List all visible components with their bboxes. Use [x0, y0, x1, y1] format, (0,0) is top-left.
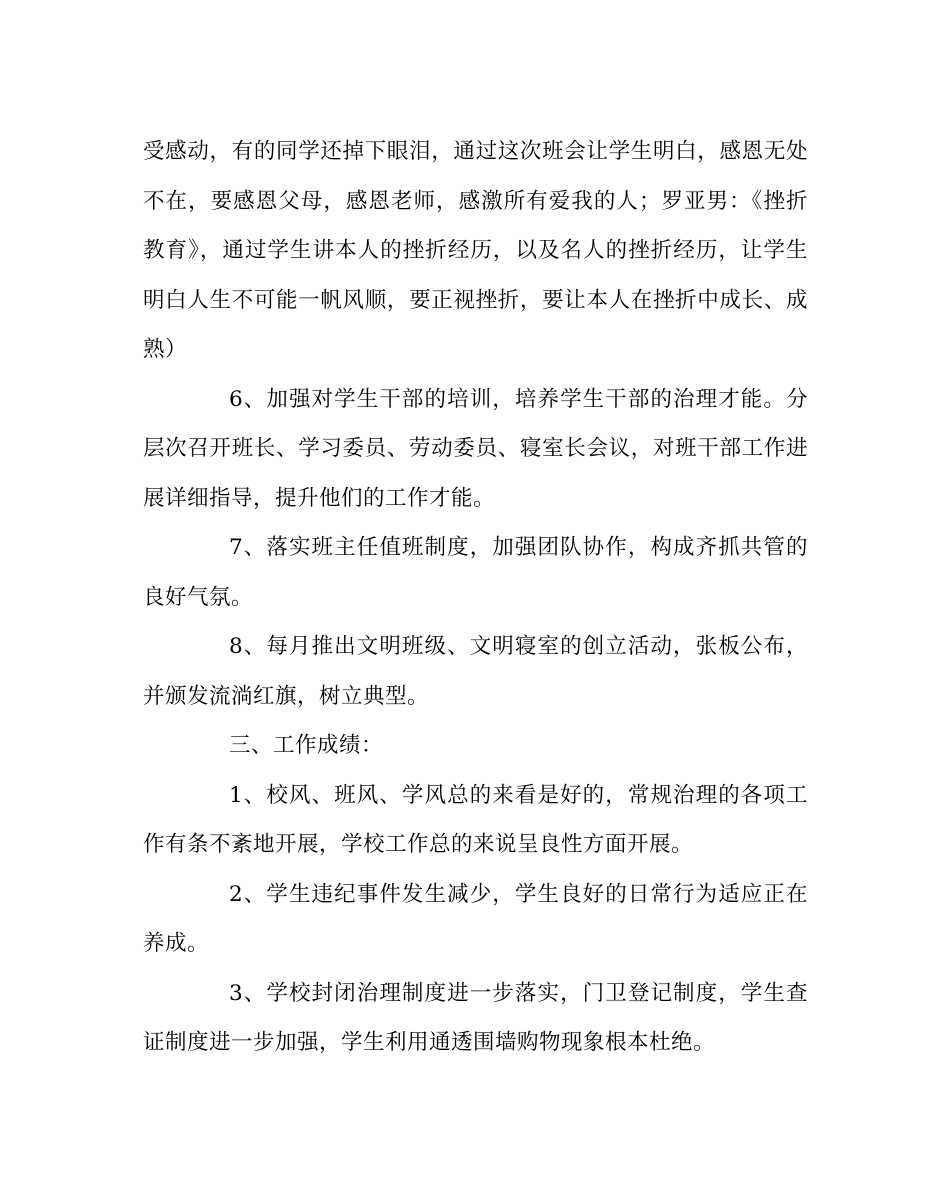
- paragraph-item-6: 6、加强对学生干部的培训，培养学生干部的治理才能。分层次召开班长、学习委员、劳动委员、寝室长会议，对班干部工作进展详细指导，提升他们的工作才能。: [143, 386, 808, 511]
- paragraph-continuation: 受感动，有的同学还掉下眼泪，通过这次班会让学生明白，感恩无处不在，要感恩父母，感恩老师，感激所有爱我的人；罗亚男：《挫折教育》，通过学生讲本人的挫折经历，以及名人的挫折经历，让学生明白人生不可能一帆风顺，要正视挫折，要让本人在挫折中成长、成熟）: [143, 139, 808, 362]
- paragraph-result-2: 2、学生违纪事件发生减少，学生良好的日常行为适应正在养成。: [143, 881, 808, 956]
- document-body: [143, 127, 808, 1068]
- paragraph-item-7: 7、落实班主任值班制度，加强团队协作，构成齐抓共管的良好气氛。: [143, 535, 808, 610]
- section-heading: 三、工作成绩：: [229, 733, 384, 758]
- paragraph-result-1: 1、校风、班风、学风总的来看是好的，常规治理的各项工作有条不紊地开展，学校工作总的来说呈良性方面开展。: [143, 782, 808, 857]
- paragraph-item-8: 8、每月推出文明班级、文明寝室的创立活动，张板公布，并颁发流淌红旗，树立典型。: [143, 634, 808, 709]
- paragraph-result-3: 3、学校封闭治理制度进一步落实，门卫登记制度，学生查证制度进一步加强，学生利用通透围墙购物现象根本杜绝。: [143, 980, 808, 1055]
